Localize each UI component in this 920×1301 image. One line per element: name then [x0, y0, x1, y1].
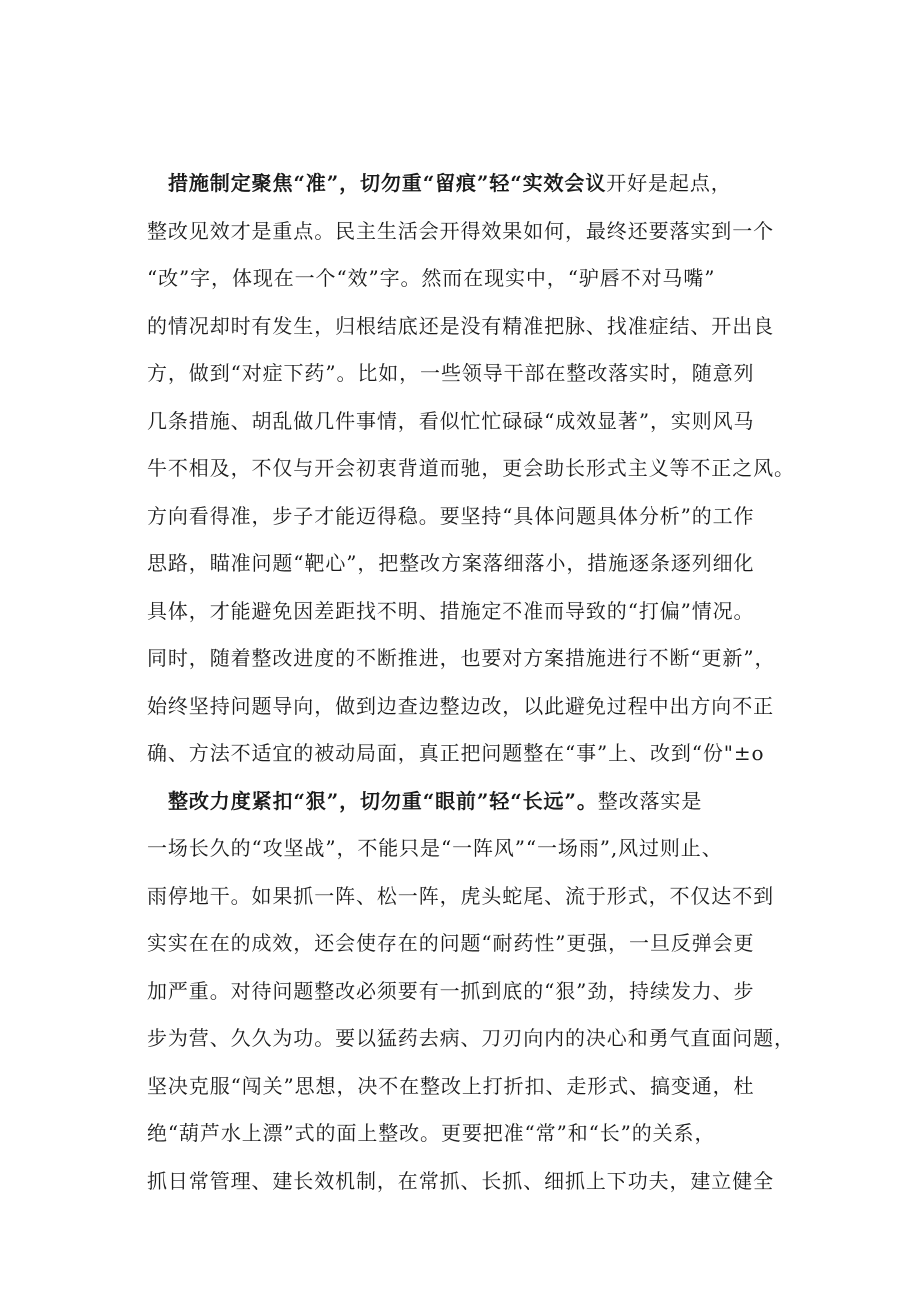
paragraph-line: 方向看得准，步子才能迈得稳。要坚持“具体问题具体分析”的工作	[147, 503, 755, 528]
paragraph-measures-precise	[147, 160, 827, 778]
paragraph-line: 坚决克服“闯关”思想，决不在整改上打折扣、走形式、搞变通，杜	[147, 1073, 755, 1098]
paragraph-heading-bold: 措施制定聚焦“准”，切勿重“留痕”轻“实效会议	[168, 171, 607, 195]
paragraph-line: 思路，瞄准问题“靶心”，把整改方案落细落小，措施逐条逐列细化	[147, 551, 755, 575]
paragraph-rectification-strength	[147, 778, 827, 1206]
paragraph-line: 实实在在的成效，还会使存在的问题“耐药性”更强，一旦反弹会更	[147, 931, 755, 955]
paragraph-line: 同时，随着整改进度的不断推进，也要对方案措施进行不断“更新”，	[147, 646, 776, 670]
paragraph-line: 加严重。对待问题整改必须要有一抓到底的“狠”劲，持续发力、步	[147, 978, 755, 1003]
paragraph-line: 雨停地干。如果抓一阵、松一阵，虎头蛇尾、流于形式，不仅达不到	[147, 883, 774, 908]
paragraph-line: 抓日常管理、建长效机制，在常抓、长抓、细抓上下功夫，建立健全	[147, 1168, 774, 1193]
paragraph-line: 始终坚持问题导向，做到边查边整边改，以此避免过程中出方向不正	[147, 693, 774, 718]
paragraph-line: 方，做到“对症下药”。比如，一些领导干部在整改落实时，随意列	[147, 361, 755, 385]
paragraph-line: “改”字，体现在一个“效”字。然而在现实中，“驴唇不对马嘴”	[147, 266, 716, 290]
paragraph-line: 几条措施、胡乱做几件事情，看似忙忙碌碌“成效显著”，实则风马	[147, 408, 755, 433]
paragraph-line	[147, 160, 827, 208]
paragraph-line: 确、方法不适宜的被动局面，真正把问题整在“事”上、改到“份"±o	[147, 741, 765, 765]
paragraph-line: 的情况却时有发生，归根结底还是没有精准把脉、找准症结、开出良	[147, 313, 774, 338]
paragraph-line: 具体，才能避免因差距找不明、措施定不准而导致的“打偏”情况。	[147, 598, 755, 623]
paragraph-line: 整改见效才是重点。民主生活会开得效果如何，最终还要落实到一个	[147, 218, 774, 243]
paragraph-line: 绝“葫芦水上漂”式的面上整改。更要把准“常”和“长”的关系，	[147, 1121, 716, 1145]
paragraph-line-text: 开好是起点，	[606, 171, 732, 195]
paragraph-heading-bold: 整改力度紧扣“狠”，切勿重“眼前”轻“长远”。	[168, 788, 598, 813]
paragraph-line: 步为营、久久为功。要以猛药去病、刀刃向内的决心和勇气直面问题，	[147, 1026, 795, 1050]
paragraph-line: 牛不相及，不仅与开会初衷背道而驰，更会助长形式主义等不正之风。	[147, 456, 795, 480]
paragraph-line	[147, 778, 827, 826]
document-body	[147, 160, 827, 1205]
paragraph-line: 一场长久的“攻坚战”，不能只是“一阵风”“一场雨”,风过则止、	[147, 836, 723, 860]
paragraph-line-text: 整改落实是	[597, 788, 703, 813]
